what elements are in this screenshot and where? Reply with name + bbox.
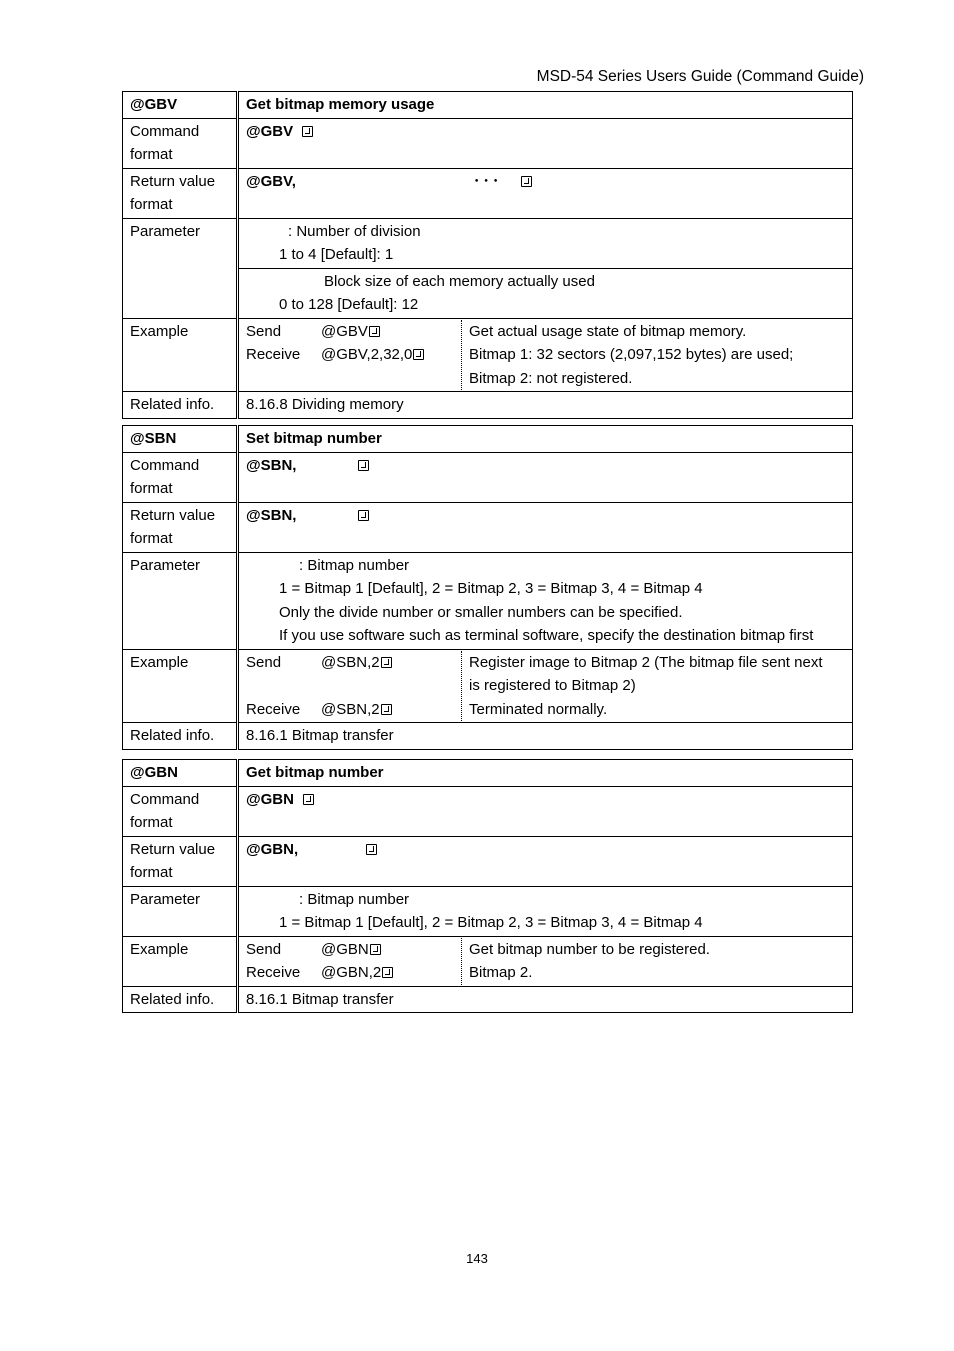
enter-key-icon	[358, 510, 369, 521]
page-header: MSD-54 Series Users Guide (Command Guide)	[536, 68, 864, 85]
command-name: @GBV	[123, 92, 238, 119]
related-info-label: Related info.	[123, 986, 238, 1013]
command-title: Get bitmap number	[238, 760, 853, 787]
enter-key-icon	[521, 176, 532, 187]
enter-key-icon	[382, 967, 393, 978]
gbv-command-table	[122, 91, 853, 419]
example-send: @GBN	[321, 940, 369, 958]
example-send: @SBN,2	[321, 653, 380, 671]
enter-key-icon	[370, 944, 381, 955]
enter-key-icon	[358, 460, 369, 471]
example-block: Send Receive @GBV @GBV,2,32,0 Get actual usage state of bitmap memory. Bitmap 1: 32 sectors (2,097,152 bytes) are used; Bitmap 2: not registered.	[238, 318, 853, 392]
example-block: Send Receive @GBN @GBN,2 Get bitmap number to be registered. Bitmap 2.	[238, 936, 853, 986]
parameter-description: : Number of division 1 to 4 [Default]: 1	[238, 218, 853, 268]
related-info-value: 8.16.1 Bitmap transfer	[238, 986, 853, 1013]
command-name: @SBN	[123, 426, 238, 453]
enter-key-icon	[369, 326, 380, 337]
gbn-command-table	[122, 759, 853, 1013]
return-value-format: @GBN,	[238, 836, 853, 886]
example-receive: @GBN,2	[321, 964, 382, 981]
example-receive: @GBV,2,32,0	[321, 346, 413, 363]
command-format-label: Command format	[123, 118, 238, 168]
parameter-label: Parameter	[123, 886, 238, 936]
page-number: 143	[466, 1251, 488, 1266]
command-format-value: @SBN,	[238, 452, 853, 502]
parameter-description: Block size of each memory actually used 0 to 128 [Default]: 12	[238, 268, 853, 318]
command-format-label: Command format	[123, 452, 238, 502]
related-info-value: 8.16.1 Bitmap transfer	[238, 723, 853, 750]
sbn-command-table	[122, 425, 853, 750]
enter-key-icon	[366, 844, 377, 855]
command-title: Get bitmap memory usage	[238, 92, 853, 119]
related-info-label: Related info.	[123, 723, 238, 750]
command-format-label: Command format	[123, 786, 238, 836]
parameter-description: : Bitmap number 1 = Bitmap 1 [Default], 2 = Bitmap 2, 3 = Bitmap 3, 4 = Bitmap 4 Only the divide number or smaller numbers can be specified. If you use software such as terminal software, specify the destination bitmap first	[238, 552, 853, 649]
return-value-label: Return value format	[123, 836, 238, 886]
enter-key-icon	[302, 126, 313, 137]
example-receive: @SBN,2	[321, 700, 380, 718]
example-label: Example	[123, 936, 238, 986]
parameter-label: Parameter	[123, 552, 238, 649]
example-label: Example	[123, 649, 238, 723]
command-title: Set bitmap number	[238, 426, 853, 453]
return-value-format: @SBN,	[238, 502, 853, 552]
related-info-label: Related info.	[123, 392, 238, 419]
command-format-value: @GBN	[238, 786, 853, 836]
command-name: @GBN	[123, 760, 238, 787]
command-format-value: @GBV	[238, 118, 853, 168]
example-label: Example	[123, 318, 238, 392]
parameter-description: : Bitmap number 1 = Bitmap 1 [Default], 2 = Bitmap 2, 3 = Bitmap 3, 4 = Bitmap 4	[238, 886, 853, 936]
enter-key-icon	[413, 349, 424, 360]
return-value-label: Return value format	[123, 502, 238, 552]
parameter-label: Parameter	[123, 218, 238, 318]
enter-key-icon	[303, 794, 314, 805]
example-send: @GBV	[321, 322, 368, 340]
example-block: Send Receive @SBN,2 @SBN,2 Register image to Bitmap 2 (The bitmap file sent next is registered to Bitmap 2) Terminated normally.	[238, 649, 853, 723]
return-value-label: Return value format	[123, 168, 238, 218]
enter-key-icon	[381, 657, 392, 668]
return-value-format: @GBV, ･･･	[238, 168, 853, 218]
related-info-value: 8.16.8 Dividing memory	[238, 392, 853, 419]
enter-key-icon	[381, 704, 392, 715]
